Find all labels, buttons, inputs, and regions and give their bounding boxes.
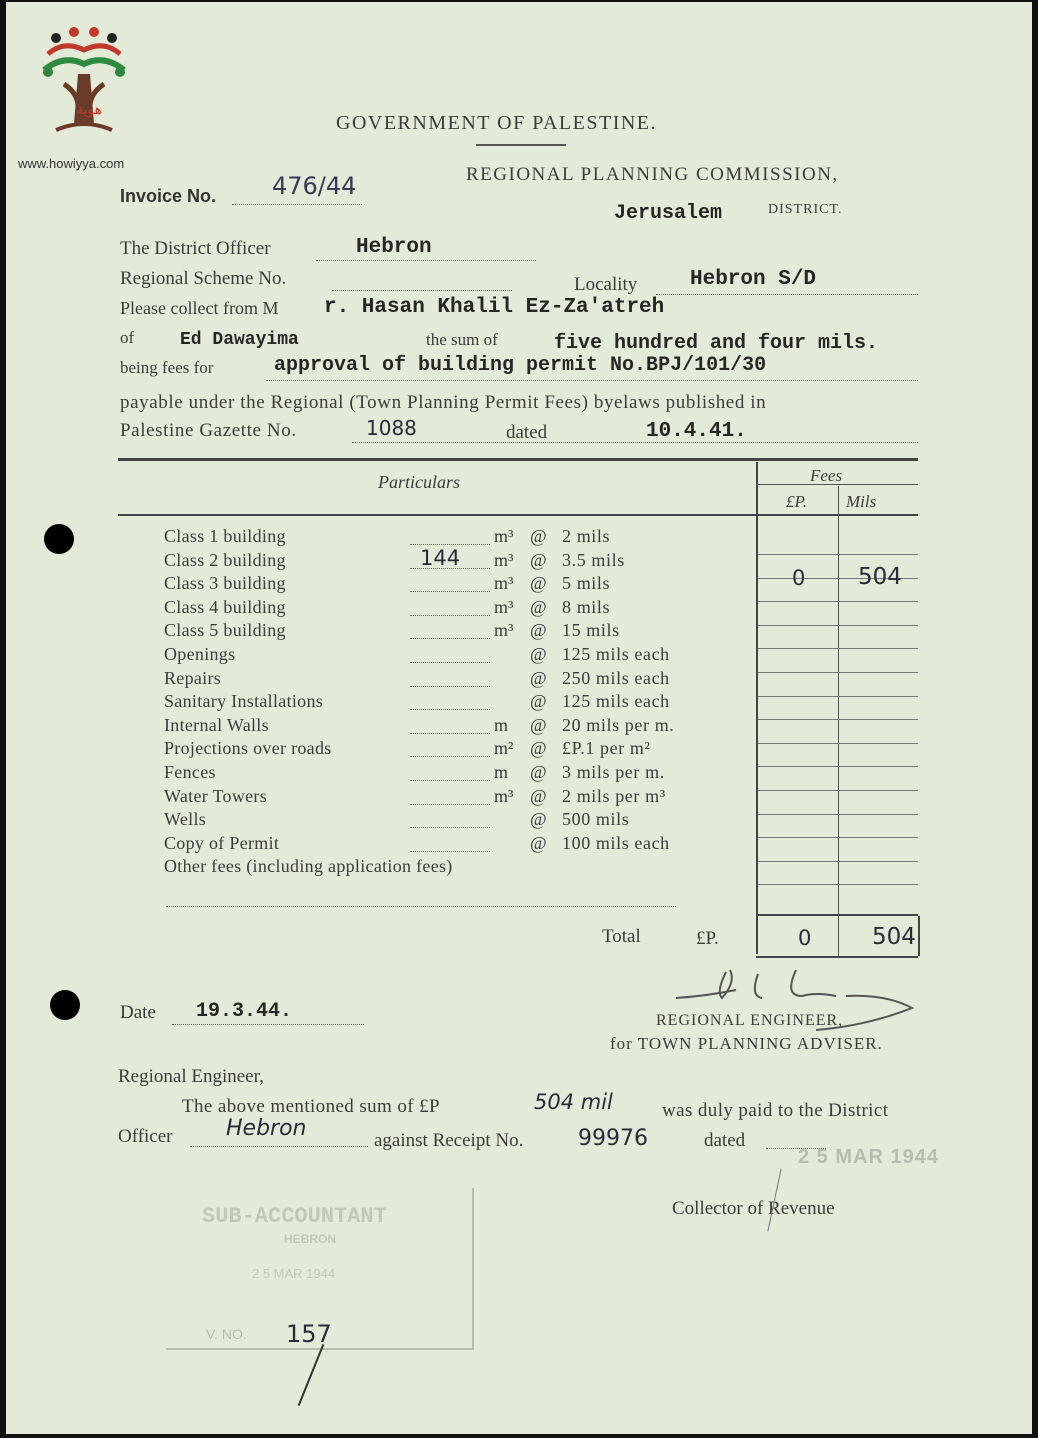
stamp-line-2: HEBRON [284,1232,337,1246]
row-at-symbol: @ [530,691,547,711]
row-dots [410,756,490,757]
row-unit: m³ [494,786,514,806]
row-dots [410,638,490,639]
row-dots [410,804,490,805]
fees-value: approval of building permit No.BPJ/101/30 [274,354,767,377]
receipt-text-1: The above mentioned sum of £P [182,1096,441,1117]
row-unit: m³ [494,620,514,640]
total-lp: 0 [798,926,812,950]
gazette-dots [352,442,918,443]
fees-column-divider [756,462,758,954]
total-box-mid [838,916,839,956]
receipt-number: 99976 [578,1126,648,1151]
row-rate: 125 mils each [562,644,670,664]
collect-value: r. Hasan Khalil Ez-Za'atreh [324,296,665,319]
date-label: Date [120,1002,156,1023]
row-dots [410,851,490,852]
tree-logo-icon [34,24,134,152]
row-label: Fences [164,762,216,782]
fee-row-rule [758,837,918,838]
receipt-dated-label: dated [704,1130,746,1151]
gazette-value: 1088 [366,416,417,440]
mils-header: Mils [846,492,877,511]
adviser-title: for TOWN PLANNING ADVISER. [610,1034,883,1053]
row-at-symbol: @ [530,809,547,829]
row-label: Wells [164,809,207,829]
voucher-label: V. NO. [206,1326,247,1342]
row-at-symbol: @ [530,762,547,782]
collect-label: Please collect from M [120,298,279,318]
other-fees-dots [166,906,676,907]
lp-mils-divider [838,486,839,916]
officer-dots [316,260,536,261]
row-label: Class 1 building [164,526,286,546]
row-label: Repairs [164,668,222,688]
total-mils: 504 [872,924,916,950]
punch-hole-top [44,524,74,554]
fee-row-rule [758,719,918,720]
locality-value: Hebron S/D [690,268,817,291]
fees-header: Fees [810,466,843,485]
scheme-label: Regional Scheme No. [120,268,287,289]
row-label: Sanitary Installations [164,691,324,711]
date-dots [172,1024,364,1025]
row-unit: m³ [494,526,514,546]
fee-row-rule [758,554,918,555]
stamp-line-1: SUB-ACCOUNTANT [202,1204,387,1229]
of-label: of [120,328,135,347]
row-unit: m [494,715,509,735]
row-at-symbol: @ [530,668,547,688]
fee-lp-value: 0 [792,566,806,590]
row-rate: 125 mils each [562,691,670,711]
dated-label: dated [506,422,548,443]
voucher-stroke [298,1344,325,1406]
fee-row-rule [758,696,918,697]
row-label: Internal Walls [164,715,269,735]
engineer-title: REGIONAL ENGINEER, [656,1012,844,1029]
total-currency: £P. [696,928,719,949]
row-label: Class 4 building [164,597,286,617]
receipt-officer-label: Officer [118,1126,173,1147]
sum-label: the sum of [426,330,498,349]
row-rate: 250 mils each [562,668,670,688]
row-unit: m³ [494,573,514,593]
fee-mils-value: 504 [858,564,902,590]
receipt-officer-dots [190,1146,368,1147]
fee-row-rule [758,790,918,791]
officer-label: The District Officer [120,238,271,259]
gazette-label: Palestine Gazette No. [120,420,297,441]
row-rate: 2 mils [562,526,611,546]
table-top-rule [118,458,918,461]
row-at-symbol: @ [530,715,547,735]
total-box-top [756,914,918,916]
row-dots [410,615,490,616]
fee-row-rule [758,766,918,767]
row-dots [410,544,490,545]
row-rate: £P.1 per m² [562,738,651,758]
row-dots [410,709,490,710]
locality-dots [656,294,918,295]
fee-row-rule [758,743,918,744]
receipt-number-label: against Receipt No. [374,1130,524,1151]
row-dots [410,591,490,592]
government-title: GOVERNMENT OF PALESTINE. [336,112,658,134]
fees-dots [266,380,918,381]
row-rate: 500 mils [562,809,630,829]
total-label: Total [602,926,641,947]
title-underline [476,144,566,146]
row-rate: 15 mils [562,620,620,640]
invoice-dots [232,204,362,205]
voucher-number: 157 [286,1320,332,1348]
row-label: Openings [164,644,236,664]
punch-hole-bottom [50,990,80,1020]
row-dots [410,686,490,687]
invoice-label: Invoice No. [120,186,217,206]
row-dots [410,662,490,663]
document-page [6,2,1032,1434]
salutation: Regional Engineer, [118,1066,264,1087]
district-value: Jerusalem [614,202,723,225]
row-rate: 3 mils per m. [562,762,665,782]
row-label: Water Towers [164,786,268,806]
receipt-date-stamp: 2 5 MAR 1944 [798,1146,939,1168]
row-at-symbol: @ [530,786,547,806]
sum-value: five hundred and four mils. [554,332,879,355]
fee-row-rule [758,884,918,885]
date-value: 19.3.44. [196,1000,293,1023]
receipt-sum: 504 mil [534,1090,613,1114]
row-quantity: 144 [420,546,461,570]
fee-row-rule [758,814,918,815]
row-label: Class 2 building [164,550,286,570]
fee-row-rule [758,861,918,862]
fee-row-rule [758,601,918,602]
row-label: Class 5 building [164,620,286,640]
row-label: Projections over roads [164,738,332,758]
row-rate: 2 mils per m³ [562,786,666,806]
row-at-symbol: @ [530,526,547,546]
row-at-symbol: @ [530,597,547,617]
row-label: Other fees (including application fees) [164,856,453,876]
lp-header: £P. [786,492,807,511]
row-rate: 100 mils each [562,833,670,853]
svg-text:هوية: هوية [76,102,103,118]
of-value: Ed Dawayima [180,330,299,350]
collector-label: Collector of Revenue [672,1198,835,1219]
total-box-right [918,916,920,956]
scheme-dots [332,290,512,291]
district-label: DISTRICT. [768,202,843,217]
row-unit: m³ [494,597,514,617]
row-rate: 5 mils [562,573,611,593]
howiyya-logo [34,24,134,152]
payable-text: payable under the Regional (Town Planning Permit Fees) byelaws published in [120,392,767,413]
row-unit: m³ [494,550,514,570]
locality-label: Locality [574,274,638,295]
row-at-symbol: @ [530,550,547,570]
row-at-symbol: @ [530,833,547,853]
row-dots [410,827,490,828]
fees-label: being fees for [120,358,214,377]
table-header-rule [118,514,918,516]
row-at-symbol: @ [530,573,547,593]
fee-row-rule [758,625,918,626]
row-dots [410,733,490,734]
receipt-text-2: was duly paid to the District [662,1100,889,1121]
commission-title: REGIONAL PLANNING COMMISSION, [466,164,839,185]
row-unit: m² [494,738,514,758]
particulars-header: Particulars [378,472,461,492]
row-dots [410,780,490,781]
invoice-number: 476/44 [272,172,357,200]
row-label: Class 3 building [164,573,286,593]
row-at-symbol: @ [530,738,547,758]
row-at-symbol: @ [530,644,547,664]
row-unit: m [494,762,509,782]
fee-row-rule [758,672,918,673]
stamp-line-3: 2 5 MAR 1944 [252,1266,336,1281]
receipt-officer-value: Hebron [226,1116,307,1141]
fee-row-rule [758,648,918,649]
row-rate: 20 mils per m. [562,715,675,735]
row-at-symbol: @ [530,620,547,640]
watermark-url: www.howiyya.com [18,156,125,171]
officer-value: Hebron [356,236,432,259]
row-rate: 8 mils [562,597,611,617]
row-label: Copy of Permit [164,833,280,853]
dated-value: 10.4.41. [646,420,747,443]
row-rate: 3.5 mils [562,550,625,570]
